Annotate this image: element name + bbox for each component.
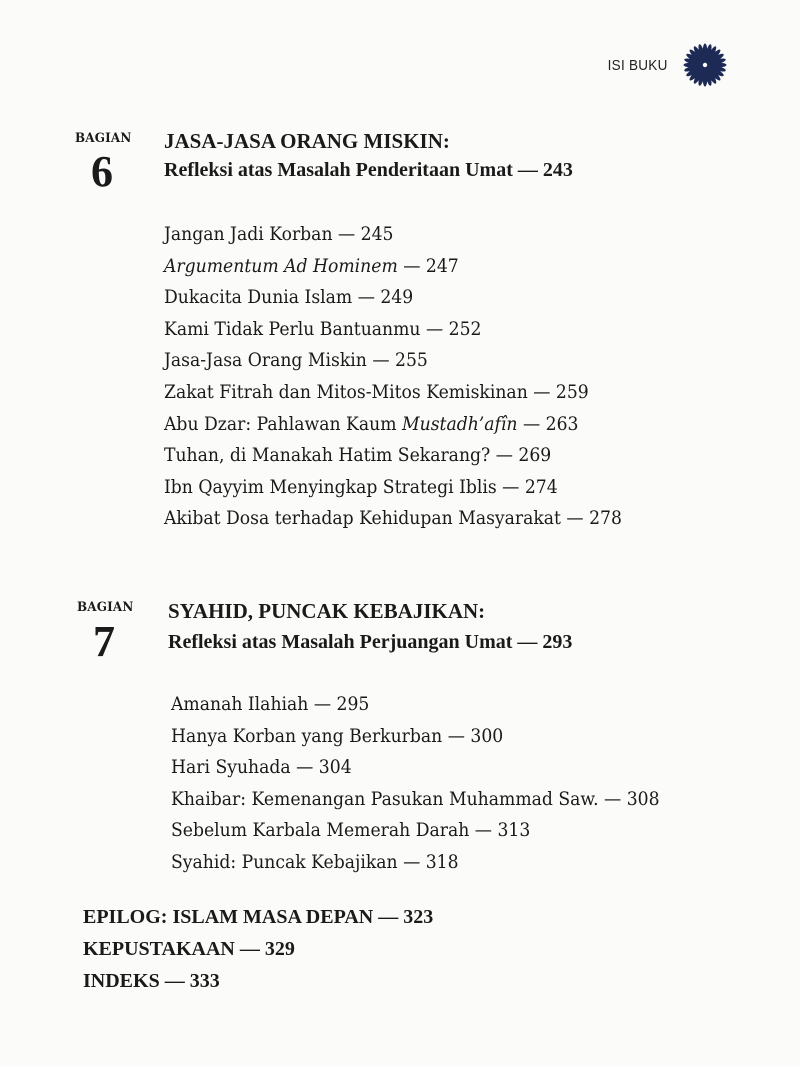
chapter-entry[interactable]: Jasa-Jasa Orang Miskin — 255 (164, 350, 428, 372)
running-header (601, 42, 728, 88)
chapter-entry[interactable]: Hanya Korban yang Berkurban — 300 (171, 725, 504, 747)
chapter-entry[interactable]: Sebelum Karbala Memerah Darah — 313 (171, 820, 531, 842)
part-title: JASA-JASA ORANG MISKIN: (164, 129, 450, 153)
chapter-entry[interactable]: Ibn Qayyim Menyingkap Strategi Iblis — 274 (164, 476, 558, 498)
chapter-entry[interactable]: Hari Syuhada — 304 (171, 757, 352, 779)
part-number: 6 (91, 147, 113, 196)
chapter-list-part-6 (164, 219, 656, 535)
part-label: BAGIAN (75, 131, 132, 146)
part-subtitle: Refleksi atas Masalah Perjuangan Umat — 293 (168, 631, 573, 653)
back-matter-index[interactable]: INDEKS — 333 (83, 970, 220, 992)
chapter-entry[interactable]: Tuhan, di Manakah Hatim Sekarang? — 269 (164, 445, 552, 467)
chapter-entry[interactable]: Jangan Jadi Korban — 245 (164, 224, 394, 245)
chapter-entry[interactable]: Kami Tidak Perlu Bantuanmu — 252 (164, 318, 482, 340)
back-matter-bibliography[interactable]: KEPUSTAKAAN — 329 (83, 938, 295, 960)
part-label: BAGIAN (77, 600, 134, 615)
part-title: SYAHID, PUNCAK KEBAJIKAN: (168, 599, 486, 623)
chapter-entry[interactable]: Akibat Dosa terhadap Kehidupan Masyarakat — 278 (164, 508, 622, 530)
running-header-title: ISI BUKU (608, 56, 668, 74)
chapter-entry[interactable]: Dukacita Dunia Islam — 249 (164, 287, 414, 309)
chapter-entry[interactable]: Abu Dzar: Pahlawan Kaum Mustadh’afîn — 263 (164, 413, 579, 435)
part-number: 7 (93, 617, 115, 666)
part-subtitle: Refleksi atas Masalah Penderitaan Umat — 243 (164, 159, 573, 181)
chapter-entry[interactable]: Syahid: Puncak Kebajikan — 318 (171, 851, 459, 873)
back-matter-epilog[interactable]: EPILOG: ISLAM MASA DEPAN — 323 (83, 906, 434, 928)
chapter-entry[interactable]: Amanah Ilahiah — 295 (171, 694, 370, 715)
chapter-entry[interactable]: Argumentum Ad Hominem — 247 (164, 255, 459, 277)
chapter-entry[interactable]: Khaibar: Kemenangan Pasukan Muhammad Saw. — 308 (171, 788, 660, 810)
flower-ornament-icon (682, 42, 728, 88)
chapter-entry[interactable]: Zakat Fitrah dan Mitos-Mitos Kemiskinan — 259 (164, 381, 589, 403)
chapter-list-part-7 (171, 689, 696, 879)
